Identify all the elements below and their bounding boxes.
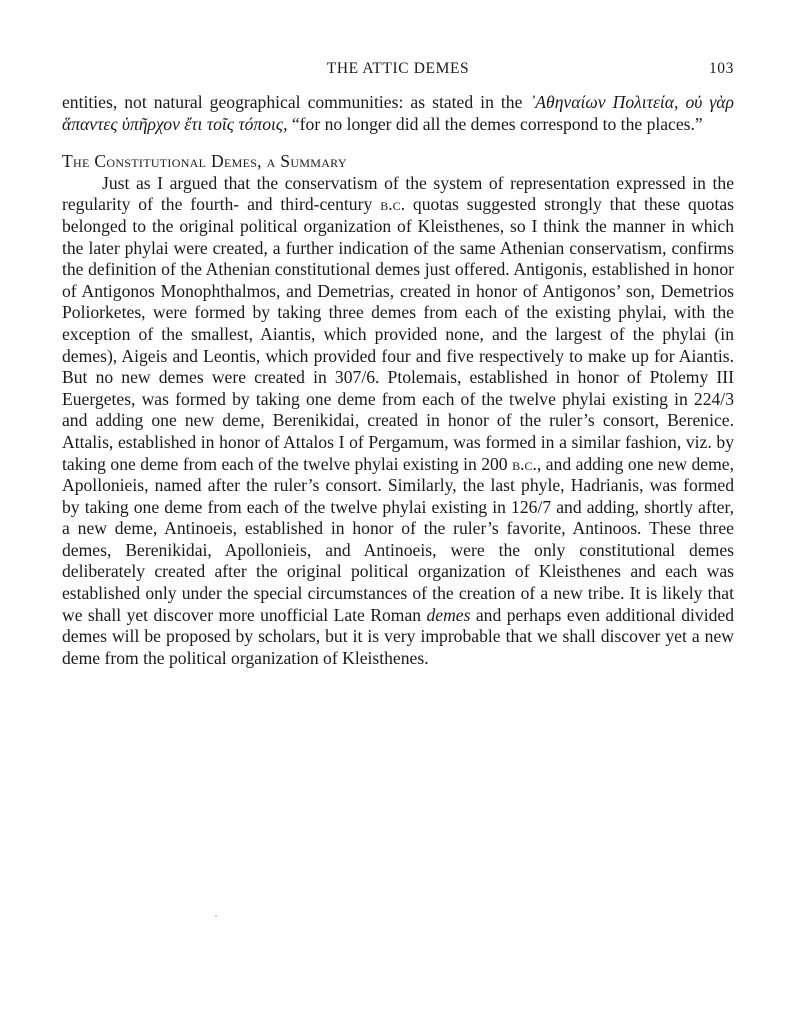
greek-quotation: οὐ γὰρ ἅπαντες ὑπῆρχον ἔτι τοῖς τόποις, [62,92,734,134]
era-abbreviation: b.c. [380,194,405,215]
paragraph-text-part-4: and perhaps even additional divided demes will be proposed by scholars, but it is very improbable that we shall discover yet a new deme from the political organization of Kleisthenes. [62,604,735,668]
paragraph-text-part-2: quotas suggested strongly that these quotas belonged to the original political organization of Kleisthenes, so I think the manner in which the later phylai were created, a further indication of the same Athenian conservatism, confirms the definition of the Athenian constitutional demes just offered. Antigonis, established in honor of Antigonos Monophthalmos, and Demetrias, created in honor of Antigonos’ son, Demetrios Poliorketes, were formed by taking three demes from each of the existing phylai, with the exception of the smallest, Aiantis, which provided none, and the largest of the phylai (in demes), Aigeis and Leontis, which provided four and five respectively to make up for Aiantis. But no new demes were created in 307/6. Ptolemais, established in honor of Ptolemy III Euergetes, was formed by taking one deme from each of the twelve phylai existing in 224/3 and adding one new deme, Berenikidai, created in honor of the ruler’s consort, Berenice. Attalis, established in honor of Attalos I of Pergamum, was formed in a similar fashion, viz. by taking one deme from each of the twelve phylai existing in 200 [62,194,734,474]
running-title: THE ATTIC DEMES [326,60,470,77]
quotation-translation: “for no longer did all the demes correspond to the places.” [287,113,703,134]
running-head [62,60,734,82]
section-heading: The Constitutional Demes, a Summary [62,151,347,172]
page-number: 103 [708,60,734,77]
paragraph-text-part-1: Just as I argued that the conservatism of the system of representation expressed in the regularity of the fourth- and third-century [62,172,734,215]
body-paragraph [62,173,734,670]
greek-work-title: ᾽Αθηναίων Πολιτεία, [529,92,679,112]
italic-term: demes [426,604,471,625]
paragraph-text-part-3: , and adding one new deme, Apollonieis, named after the ruler’s consort. Similarly, the last phyle, Hadrianis, was formed by taking one deme from each of the twelve phylai existing in 126/7 and adding, shortly after, a new deme, Antinoeis, established in honor of the ruler’s favorite, Antinoos. These three demes, Berenikidai, Apollonieis, and Antinoeis, were the only constitutional demes deliberately created after the original political organization of Kleisthenes and each was established only under the special circumstances of the creation of a new tribe. It is likely that we shall yet discover more unofficial Late Roman [62,453,734,625]
continuation-paragraph [62,92,734,135]
era-abbreviation: b.c. [512,453,537,474]
body-text [62,92,734,669]
scan-speck [215,915,217,917]
continuation-text: entities, not natural geographical communities: as stated in the [62,92,530,112]
